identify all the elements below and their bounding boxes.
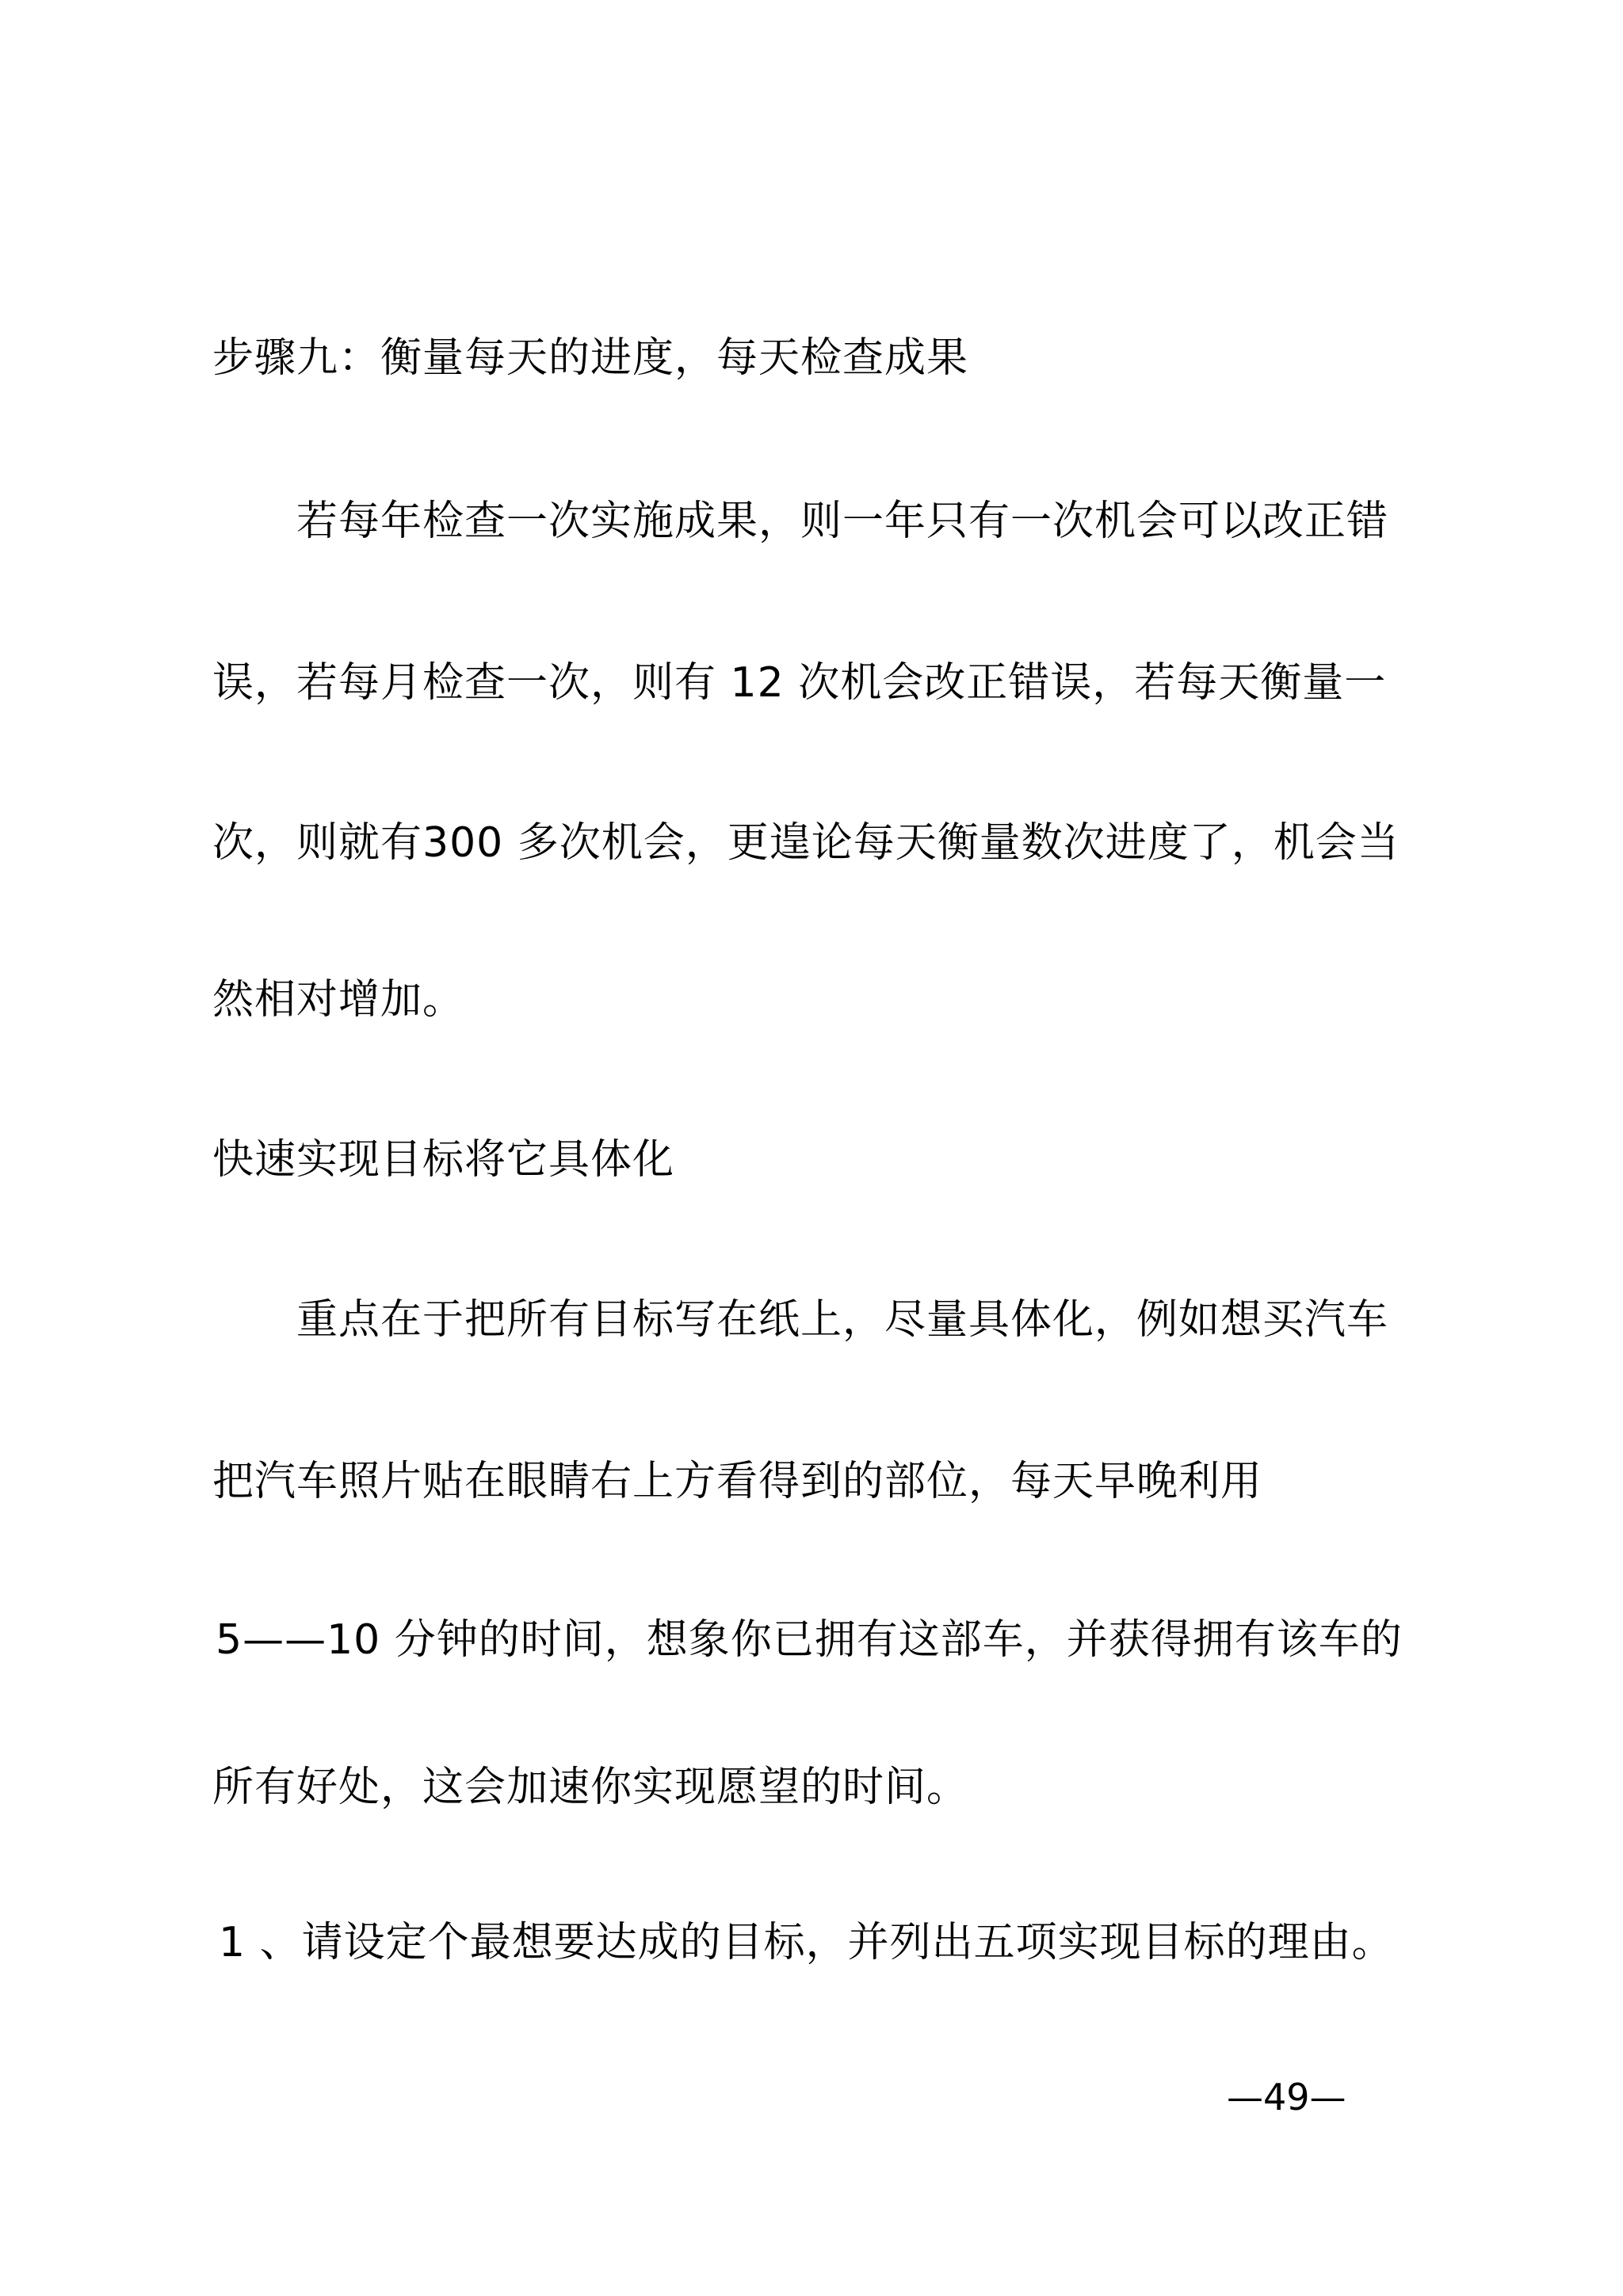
paragraph-line: 次，则就有300 多次机会，更遑论每天衡量数次进度了，机会当 bbox=[212, 819, 1400, 867]
section-heading-fast: 快速实现目标将它具体化 bbox=[212, 1136, 675, 1184]
paragraph-line: 把汽车照片贴在眼睛右上方看得到的部位，每天早晚利用 bbox=[212, 1458, 1263, 1505]
section-heading-step9: 步骤九：衡量每天的进度，每天检查成果 bbox=[212, 334, 969, 382]
list-item-1: 1 、请设定个最想要达成的目标，并列出五项实现目标的理由。 bbox=[219, 1919, 1394, 1966]
paragraph-line: 所有好处，这会加速你实现愿望的时间。 bbox=[212, 1764, 969, 1811]
paragraph-line: 5——10 分钟的时间，想象你已拥有这部车，并获得拥有该车的 bbox=[216, 1616, 1403, 1664]
paragraph-line: 误，若每月检查一次，则有 12 次机会改正错误，若每天衡量一 bbox=[212, 659, 1387, 707]
page-number: —49— bbox=[1227, 2076, 1346, 2119]
paragraph-line: 若每年检查一次实施成果，则一年只有一次机会可以改正错 bbox=[296, 498, 1389, 545]
paragraph-line: 重点在于把所有目标写在纸上，尽量具体化，例如想买汽车 bbox=[296, 1296, 1389, 1344]
paragraph-line: 然相对增加。 bbox=[212, 976, 465, 1024]
